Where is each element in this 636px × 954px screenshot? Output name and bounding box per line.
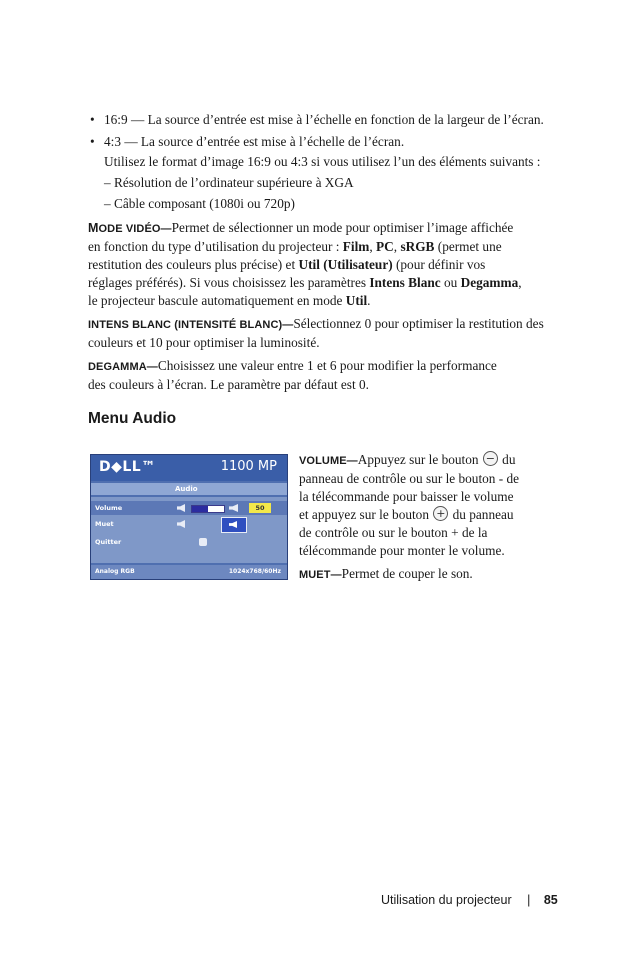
muet-paragraph: MUET—Permet de couper le son.: [299, 566, 473, 581]
osd-panel: [91, 497, 287, 563]
page-footer: [381, 893, 558, 907]
srgb-option: sRGB: [400, 239, 435, 254]
intens-blanc-term: INTENS BLANC (INTENSITÉ BLANC)—: [88, 319, 294, 331]
osd-row-volume: Volume 50: [91, 501, 287, 515]
bullet-text: 16:9 — La source d’entrée est mise à l’échelle en fonction de la largeur de l’écran.: [104, 112, 544, 127]
bullet-text: 4:3 — La source d’entrée est mise à l’échelle de l’écran.: [104, 134, 405, 149]
degamma-ref: Degamma: [460, 275, 519, 290]
osd-source: Analog RGB: [95, 568, 135, 575]
volume-paragraph: VOLUME—Appuyez sur le bouton − du panneau de contrôle ou sur le bouton - de la télécommande pour baisser le volume et appuyez sur le bouton + du panneau de contrôle ou sur le bouton + de la télécommande pour monter le volume.: [299, 452, 520, 558]
page-number: 85: [543, 893, 558, 907]
speaker-low-icon: [177, 504, 185, 512]
osd-row-quitter: Quitter: [91, 535, 287, 549]
util-option: Util (Utilisateur): [298, 257, 393, 272]
plus-button-icon: +: [433, 506, 448, 521]
mute-icon: [229, 521, 237, 528]
dash-item-xga: – Résolution de l’ordinateur supérieure à XGA: [104, 175, 354, 190]
audio-menu-screenshot: [90, 454, 288, 580]
speaker-high-icon: [229, 504, 238, 512]
pc-option: PC: [376, 239, 394, 254]
util-ref: Util: [345, 293, 368, 308]
footer-section: Utilisation du projecteur: [381, 893, 512, 907]
dell-logo: D◆LL™: [99, 459, 156, 475]
bullet-16-9: • 16:9 — La source d’entrée est mise à l’échelle en fonction de la largeur de l’écran.: [90, 112, 544, 127]
osd-model: 1100 MP: [220, 459, 277, 474]
bullet-note: Utilisez le format d’image 16:9 ou 4:3 si vous utilisez l’un des éléments suivants :: [104, 154, 541, 169]
bullet-4-3: • 4:3 — La source d’entrée est mise à l’échelle de l’écran.: [90, 134, 405, 149]
mode-video-term: MODE VIDÉO—: [88, 221, 172, 235]
section-heading: Menu Audio: [88, 410, 177, 427]
mute-toggle: [221, 517, 247, 533]
muet-term: MUET—: [299, 569, 342, 581]
mode-video-paragraph: MODE VIDÉO—Permet de sélectionner un mode pour optimiser l’image affichée en fonction du type d’utilisation du projecteur : Film, PC, sRGB (permet une restitution des couleurs plus précise) et Util (Utilisateur) (pour définir vos réglages préférés). Si vous choisissez les paramètres Intens Blanc ou Degamma, le projecteur bascule automatiquement en mode Util.: [88, 220, 522, 308]
degamma-term: DEGAMMA—: [88, 361, 158, 373]
minus-button-icon: −: [483, 451, 498, 466]
osd-tab-bar: [91, 483, 287, 495]
osd-footer: [91, 565, 287, 579]
osd-header: [91, 455, 287, 481]
intens-blanc-paragraph: INTENS BLANC (INTENSITÉ BLANC)—Sélectionnez 0 pour optimiser la restitution des couleurs et 10 pour optimiser la luminosité.: [88, 316, 544, 350]
exit-icon: [199, 538, 207, 546]
osd-tab-audio: Audio: [175, 485, 198, 493]
film-option: Film: [342, 239, 370, 254]
speaker-icon: [177, 520, 185, 528]
dash-item-component: – Câble composant (1080i ou 720p): [104, 196, 295, 211]
footer-separator: |: [527, 893, 531, 907]
intens-blanc-ref: Intens Blanc: [369, 275, 441, 290]
volume-value: 50: [249, 503, 271, 513]
volume-slider: [191, 505, 225, 513]
volume-term: VOLUME—: [299, 455, 358, 467]
volume-slider-fill: [192, 506, 208, 512]
degamma-paragraph: DEGAMMA—Choisissez une valeur entre 1 et 6 pour modifier la performance des couleurs à l’écran. Le paramètre par défaut est 0.: [88, 358, 497, 392]
osd-resolution: 1024x768/60Hz: [228, 568, 281, 575]
osd-row-muet: Muet: [91, 517, 287, 531]
